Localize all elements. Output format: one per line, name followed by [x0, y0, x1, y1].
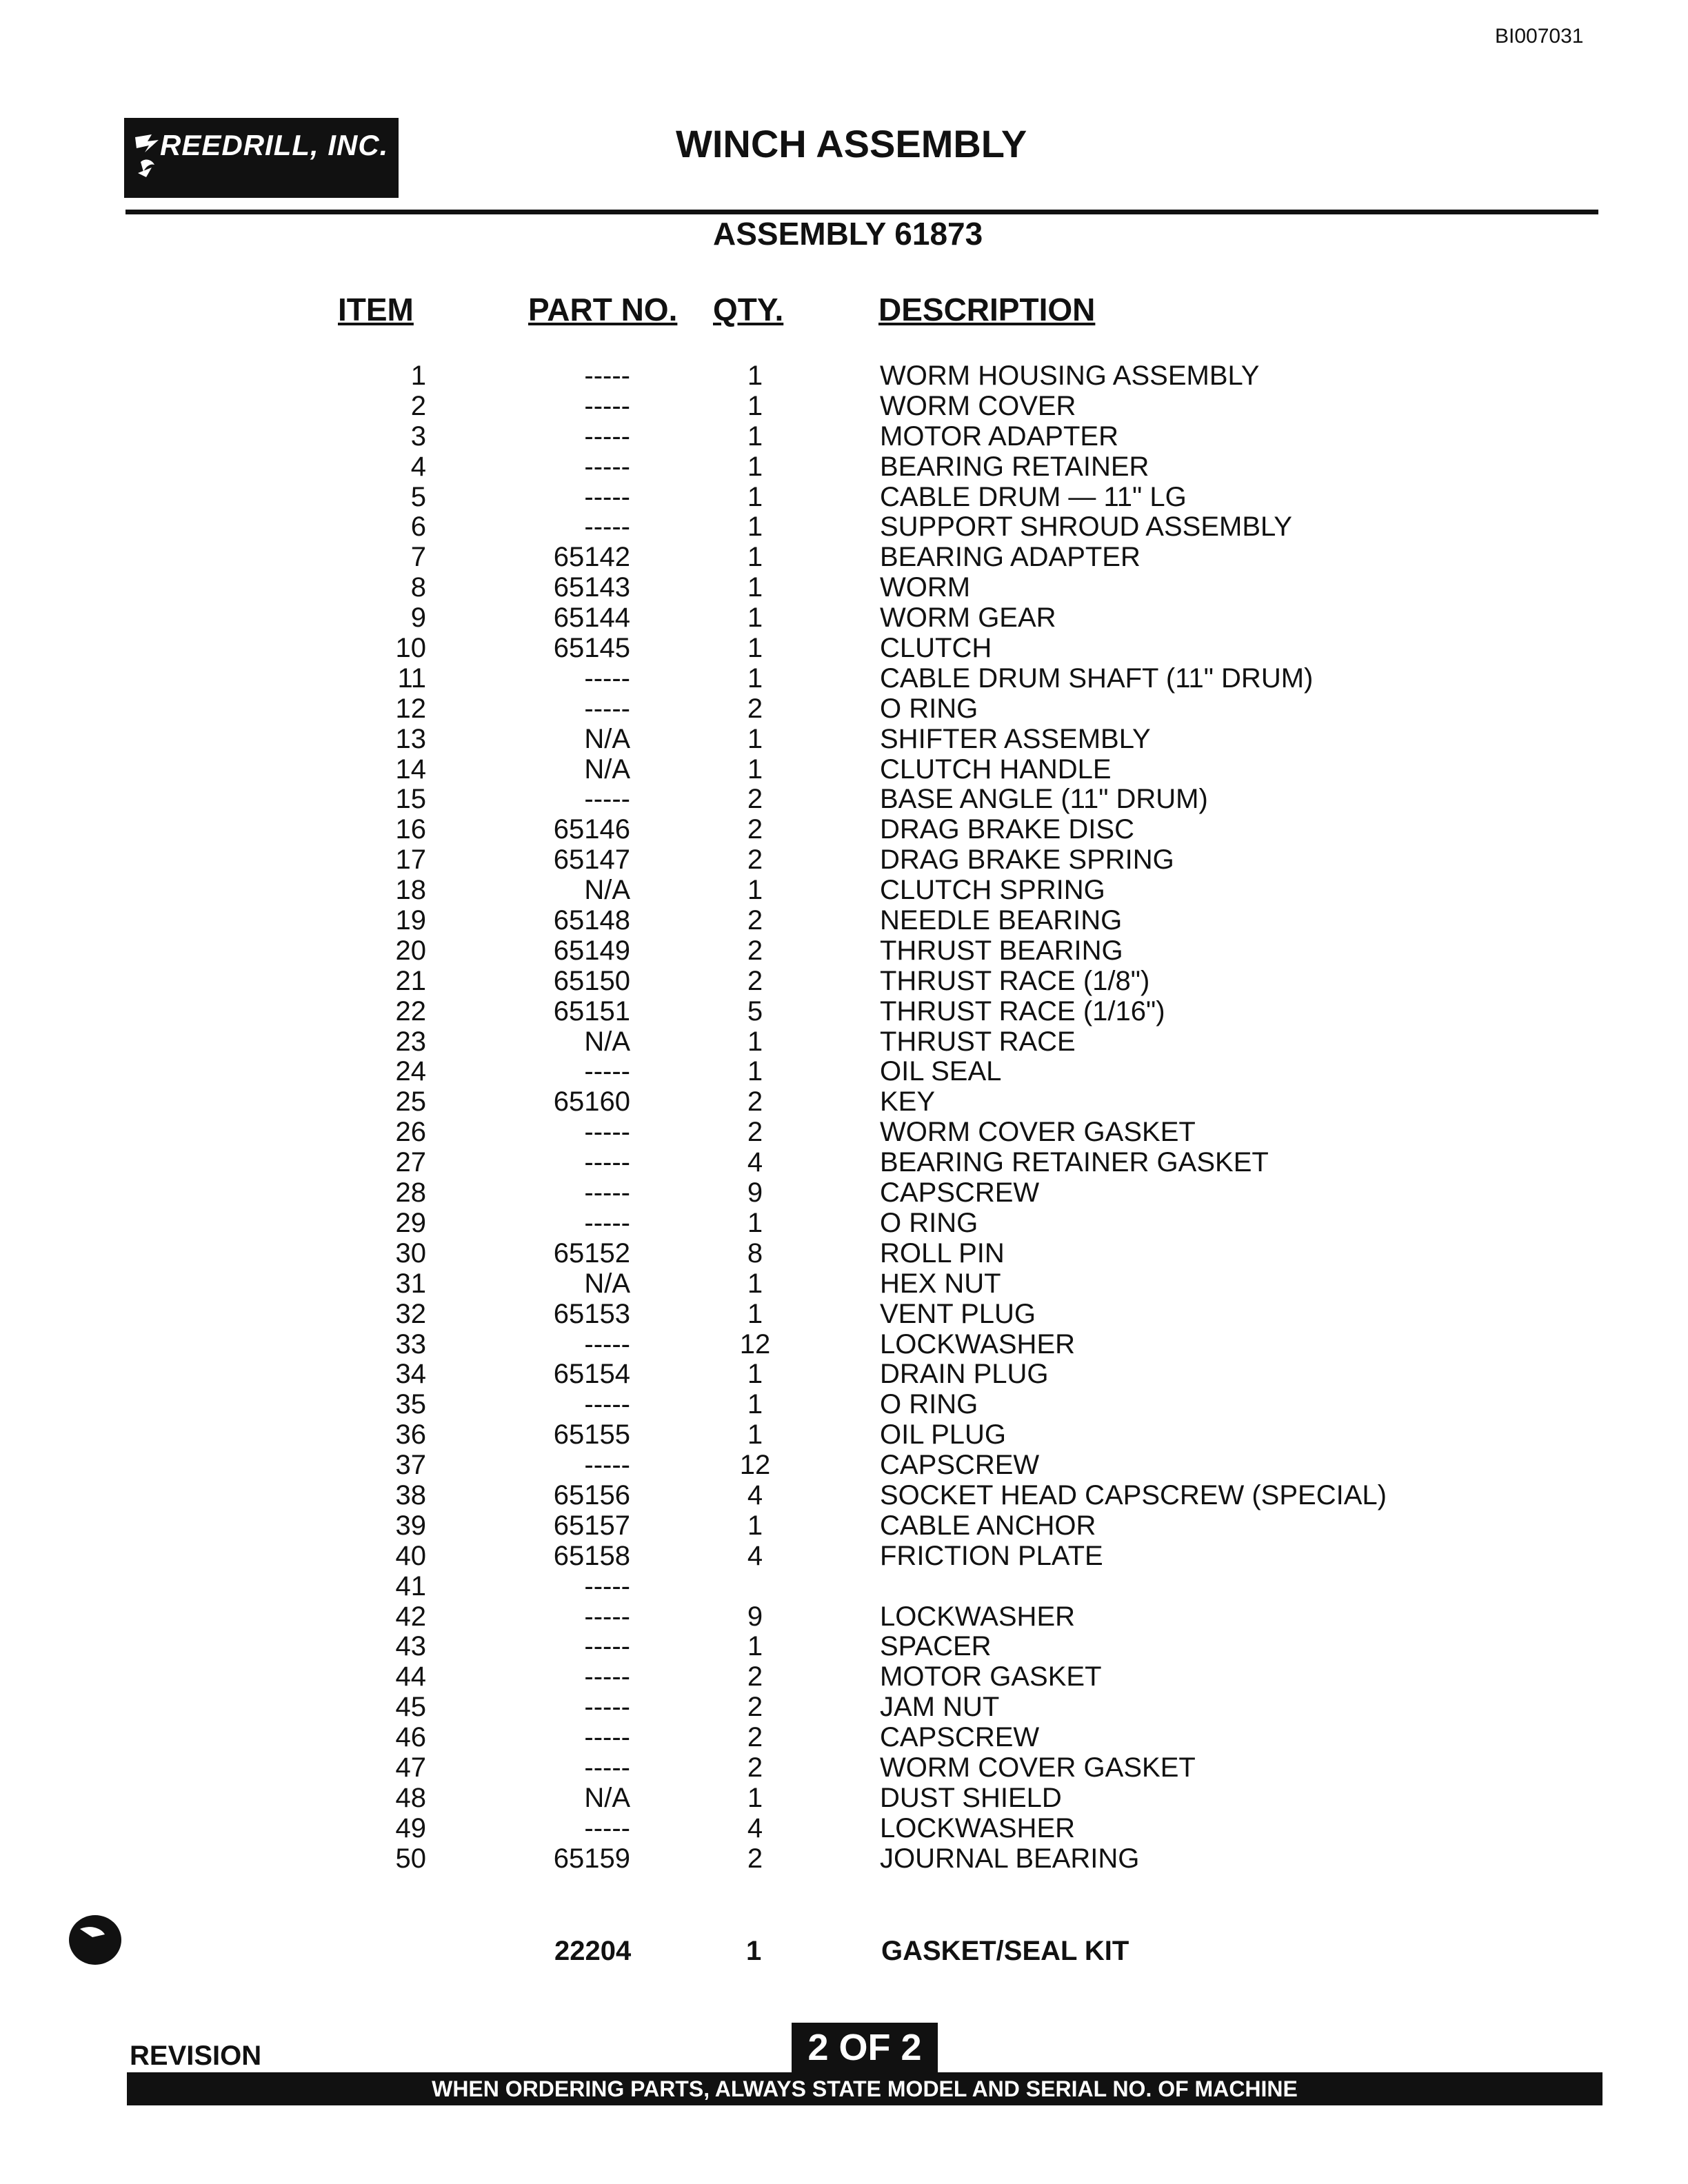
quantity: 2 [747, 905, 763, 936]
table-row [0, 1723, 1688, 1753]
quantity: 4 [747, 1812, 763, 1843]
quantity: 4 [747, 1479, 763, 1510]
table-row [0, 543, 1688, 573]
part-description: DUST SHIELD [880, 1782, 1062, 1813]
part-number: ----- [584, 1450, 630, 1481]
item-number: 48 [395, 1782, 426, 1813]
part-number: 65149 [553, 935, 630, 966]
company-name: REEDRILL, INC. [160, 129, 389, 161]
quantity: 1 [747, 421, 763, 452]
item-number: 25 [395, 1086, 426, 1118]
table-row [0, 422, 1688, 452]
part-number: 65153 [553, 1298, 630, 1329]
part-number: ----- [584, 1692, 630, 1723]
item-number: 8 [410, 572, 426, 603]
quantity: 1 [747, 875, 763, 906]
part-number: 65159 [553, 1843, 630, 1874]
part-description: O RING [880, 1389, 978, 1420]
quantity: 1 [747, 361, 763, 391]
table-row [0, 785, 1688, 815]
part-description: DRAIN PLUG [880, 1359, 1049, 1390]
part-number: ----- [584, 1722, 630, 1753]
part-description: SHIFTER ASSEMBLY [880, 723, 1151, 754]
part-description: O RING [880, 1207, 978, 1238]
table-row [0, 483, 1688, 513]
part-number: ----- [584, 1389, 630, 1420]
quantity: 8 [747, 1237, 763, 1268]
part-description: LOCKWASHER [880, 1812, 1076, 1843]
quantity: 2 [747, 693, 763, 724]
table-row [0, 936, 1688, 967]
item-number: 24 [395, 1056, 426, 1087]
table-row [0, 361, 1688, 392]
part-number: ----- [584, 784, 630, 815]
part-description: JOURNAL BEARING [880, 1843, 1140, 1874]
part-number: N/A [584, 1268, 630, 1299]
part-description: THRUST BEARING [880, 935, 1123, 966]
table-row [0, 1602, 1688, 1632]
part-number: 65142 [553, 542, 630, 573]
quantity: 4 [747, 1540, 763, 1571]
quantity: 2 [747, 784, 763, 815]
part-number: N/A [584, 754, 630, 785]
part-number: 65160 [553, 1086, 630, 1118]
quantity: 1 [747, 390, 763, 421]
table-row [0, 1148, 1688, 1178]
quantity: 2 [747, 1117, 763, 1148]
quantity: 2 [747, 814, 763, 845]
quantity: 9 [747, 1177, 763, 1209]
quantity: 2 [747, 1692, 763, 1723]
part-number: ----- [584, 481, 630, 512]
item-number: 20 [395, 935, 426, 966]
part-number: ----- [584, 1147, 630, 1178]
table-row [0, 1087, 1688, 1118]
table-row [0, 906, 1688, 936]
quantity: 4 [747, 1147, 763, 1178]
part-description: LOCKWASHER [880, 1328, 1076, 1359]
item-number: 11 [397, 663, 426, 694]
part-description: WORM HOUSING ASSEMBLY [880, 361, 1260, 391]
quantity: 2 [747, 1843, 763, 1874]
quantity: 1 [747, 1631, 763, 1662]
part-number: ----- [584, 1177, 630, 1209]
item-number: 19 [395, 905, 426, 936]
item-number: 12 [395, 693, 426, 724]
part-number: 65155 [553, 1419, 630, 1450]
item-number: 13 [395, 723, 426, 754]
quantity: 1 [747, 451, 763, 482]
table-row [0, 1662, 1688, 1692]
item-number: 5 [410, 481, 426, 512]
quantity: 1 [747, 572, 763, 603]
item-number: 21 [395, 965, 426, 996]
item-number: 29 [395, 1207, 426, 1238]
part-description: ROLL PIN [880, 1237, 1005, 1268]
part-number: ----- [584, 1117, 630, 1148]
item-number: 32 [395, 1298, 426, 1329]
part-description: WORM COVER GASKET [880, 1752, 1196, 1783]
item-number: 41 [395, 1570, 426, 1601]
part-description: CAPSCREW [880, 1450, 1040, 1481]
parts-list [0, 361, 1688, 1874]
table-row [0, 876, 1688, 906]
part-description: SUPPORT SHROUD ASSEMBLY [880, 512, 1292, 543]
quantity: 1 [747, 1056, 763, 1087]
part-description: WORM COVER [880, 390, 1076, 421]
table-row [0, 512, 1688, 543]
kit-part-no: 22204 [554, 1936, 632, 1966]
table-row [0, 1300, 1688, 1330]
part-description: FRICTION PLATE [880, 1540, 1103, 1571]
part-number: ----- [584, 1207, 630, 1238]
kit-qty: 1 [746, 1936, 762, 1966]
part-description: CAPSCREW [880, 1177, 1040, 1209]
part-number: 65156 [553, 1479, 630, 1510]
table-row [0, 755, 1688, 785]
part-number: 65143 [553, 572, 630, 603]
part-description: JAM NUT [880, 1692, 1000, 1723]
part-number: ----- [584, 1631, 630, 1662]
table-row [0, 1420, 1688, 1450]
table-row [0, 1178, 1688, 1209]
part-description: SPACER [880, 1631, 992, 1662]
part-number: ----- [584, 1328, 630, 1359]
quantity: 1 [747, 633, 763, 664]
item-number: 18 [395, 875, 426, 906]
quantity: 1 [747, 723, 763, 754]
part-description: O RING [880, 693, 978, 724]
part-description: WORM COVER GASKET [880, 1117, 1196, 1148]
item-number: 50 [395, 1843, 426, 1874]
item-number: 14 [395, 754, 426, 785]
item-number: 16 [395, 814, 426, 845]
item-number: 44 [395, 1661, 426, 1692]
item-number: 40 [395, 1540, 426, 1571]
quantity: 2 [747, 935, 763, 966]
item-number: 7 [410, 542, 426, 573]
quantity: 1 [747, 512, 763, 543]
table-row [0, 634, 1688, 664]
quantity: 9 [747, 1601, 763, 1632]
quantity: 2 [747, 1661, 763, 1692]
item-number: 49 [395, 1812, 426, 1843]
table-row [0, 1511, 1688, 1541]
item-number: 46 [395, 1722, 426, 1753]
part-number: ----- [584, 1570, 630, 1601]
part-description: DRAG BRAKE DISC [880, 814, 1134, 845]
part-number: ----- [584, 663, 630, 694]
part-number: N/A [584, 1026, 630, 1057]
item-number: 38 [395, 1479, 426, 1510]
part-description: MOTOR ADAPTER [880, 421, 1118, 452]
part-description: CLUTCH [880, 633, 992, 664]
quantity: 2 [747, 1722, 763, 1753]
table-row [0, 1330, 1688, 1360]
quantity: 1 [747, 663, 763, 694]
part-number: ----- [584, 1056, 630, 1087]
item-number: 4 [410, 451, 426, 482]
table-row [0, 1814, 1688, 1844]
part-number: N/A [584, 1782, 630, 1813]
company-logo [124, 118, 399, 198]
part-description: BEARING RETAINER GASKET [880, 1147, 1269, 1178]
revision-label: REVISION [130, 2041, 262, 2071]
item-number: 22 [395, 995, 426, 1027]
part-number: 65148 [553, 905, 630, 936]
quantity: 1 [747, 1298, 763, 1329]
table-row [0, 1239, 1688, 1269]
item-number: 34 [395, 1359, 426, 1390]
part-number: 65157 [553, 1510, 630, 1541]
part-number: 65146 [553, 814, 630, 845]
drill-bit-icon [131, 132, 164, 180]
column-header-part-no: PART NO. [528, 292, 678, 327]
document-id: BI007031 [1495, 25, 1584, 48]
part-description: DRAG BRAKE SPRING [880, 845, 1174, 876]
table-row [0, 1481, 1688, 1511]
part-description: OIL SEAL [880, 1056, 1002, 1087]
part-description: SOCKET HEAD CAPSCREW (SPECIAL) [880, 1479, 1387, 1510]
table-row [0, 845, 1688, 876]
item-number: 1 [410, 361, 426, 391]
part-description: CAPSCREW [880, 1722, 1040, 1753]
item-number: 35 [395, 1389, 426, 1420]
column-header-description: DESCRIPTION [878, 292, 1096, 327]
part-number: N/A [584, 875, 630, 906]
quantity: 1 [747, 603, 763, 634]
part-number: 65145 [553, 633, 630, 664]
table-row [0, 1541, 1688, 1572]
part-number: 65152 [553, 1237, 630, 1268]
table-row [0, 664, 1688, 694]
part-number: 65147 [553, 845, 630, 876]
header-rule [125, 210, 1598, 214]
part-description: WORM GEAR [880, 603, 1056, 634]
table-row [0, 1753, 1688, 1783]
table-row [0, 1572, 1688, 1602]
part-description: NEEDLE BEARING [880, 905, 1123, 936]
table-row [0, 1390, 1688, 1420]
part-number: N/A [584, 723, 630, 754]
item-number: 9 [410, 603, 426, 634]
item-number: 31 [395, 1268, 426, 1299]
page-title: WINCH ASSEMBLY [676, 122, 1027, 165]
part-description: WORM [880, 572, 971, 603]
table-row [0, 1027, 1688, 1058]
table-row [0, 967, 1688, 997]
item-number: 26 [395, 1117, 426, 1148]
table-row [0, 573, 1688, 603]
table-row [0, 1692, 1688, 1723]
part-number: ----- [584, 512, 630, 543]
part-number: ----- [584, 451, 630, 482]
part-number: 65154 [553, 1359, 630, 1390]
assembly-number: ASSEMBLY 61873 [713, 216, 983, 252]
part-number: 65144 [553, 603, 630, 634]
part-description: THRUST RACE (1/16") [880, 995, 1165, 1027]
page-number-badge: 2 OF 2 [792, 2023, 938, 2072]
part-number: ----- [584, 1812, 630, 1843]
part-number: ----- [584, 1661, 630, 1692]
part-description: BEARING RETAINER [880, 451, 1149, 482]
table-row [0, 1632, 1688, 1662]
quantity: 2 [747, 965, 763, 996]
part-description: THRUST RACE [880, 1026, 1076, 1057]
part-number: ----- [584, 1601, 630, 1632]
table-row [0, 1359, 1688, 1390]
item-number: 47 [395, 1752, 426, 1783]
part-number: ----- [584, 1752, 630, 1783]
item-number: 30 [395, 1237, 426, 1268]
item-number: 28 [395, 1177, 426, 1209]
part-description: BEARING ADAPTER [880, 542, 1141, 573]
part-number: 65151 [553, 995, 630, 1027]
quantity: 2 [747, 1086, 763, 1118]
table-row [0, 603, 1688, 634]
table-row [0, 815, 1688, 845]
part-description: BASE ANGLE (11" DRUM) [880, 784, 1208, 815]
part-description: MOTOR GASKET [880, 1661, 1102, 1692]
table-row [0, 392, 1688, 422]
item-number: 15 [395, 784, 426, 815]
quantity: 1 [747, 1419, 763, 1450]
item-number: 6 [410, 512, 426, 543]
part-number: ----- [584, 421, 630, 452]
quantity: 1 [747, 542, 763, 573]
item-number: 33 [395, 1328, 426, 1359]
part-description: KEY [880, 1086, 936, 1118]
table-row [0, 1269, 1688, 1300]
quantity: 1 [747, 1207, 763, 1238]
item-number: 45 [395, 1692, 426, 1723]
quantity: 12 [739, 1450, 771, 1481]
table-row [0, 1209, 1688, 1239]
quantity: 1 [747, 1268, 763, 1299]
part-description: CLUTCH HANDLE [880, 754, 1112, 785]
page-marker-bullet [59, 1910, 125, 1968]
part-description: CLUTCH SPRING [880, 875, 1105, 906]
table-row [0, 694, 1688, 725]
quantity: 5 [747, 995, 763, 1027]
item-number: 3 [410, 421, 426, 452]
quantity: 1 [747, 1389, 763, 1420]
ordering-notice: WHEN ORDERING PARTS, ALWAYS STATE MODEL AND SERIAL NO. OF MACHINE [127, 2072, 1602, 2105]
kit-description: GASKET/SEAL KIT [881, 1936, 1129, 1966]
part-description: VENT PLUG [880, 1298, 1036, 1329]
table-row [0, 1057, 1688, 1087]
table-row [0, 1844, 1688, 1874]
column-header-qty: QTY. [713, 292, 784, 327]
quantity: 2 [747, 845, 763, 876]
quantity: 1 [747, 754, 763, 785]
item-number: 37 [395, 1450, 426, 1481]
part-description: CABLE ANCHOR [880, 1510, 1096, 1541]
quantity: 1 [747, 1782, 763, 1813]
item-number: 23 [395, 1026, 426, 1057]
part-description: LOCKWASHER [880, 1601, 1076, 1632]
table-row [0, 997, 1688, 1027]
item-number: 10 [395, 633, 426, 664]
table-row [0, 452, 1688, 483]
table-row [0, 1118, 1688, 1148]
quantity: 1 [747, 1510, 763, 1541]
part-description: OIL PLUG [880, 1419, 1007, 1450]
item-number: 43 [395, 1631, 426, 1662]
column-header-item: ITEM [338, 292, 414, 327]
item-number: 39 [395, 1510, 426, 1541]
part-number: 65158 [553, 1540, 630, 1571]
table-row [0, 1783, 1688, 1814]
quantity: 12 [739, 1328, 771, 1359]
part-description: THRUST RACE (1/8") [880, 965, 1150, 996]
table-row [0, 725, 1688, 755]
item-number: 2 [410, 390, 426, 421]
part-number: ----- [584, 693, 630, 724]
item-number: 27 [395, 1147, 426, 1178]
part-description: HEX NUT [880, 1268, 1001, 1299]
table-row [0, 1450, 1688, 1481]
part-number: ----- [584, 390, 630, 421]
item-number: 17 [395, 845, 426, 876]
part-number: ----- [584, 361, 630, 391]
item-number: 42 [395, 1601, 426, 1632]
part-description: CABLE DRUM SHAFT (11" DRUM) [880, 663, 1314, 694]
quantity: 1 [747, 481, 763, 512]
part-description: CABLE DRUM — 11" LG [880, 481, 1187, 512]
quantity: 2 [747, 1752, 763, 1783]
quantity: 1 [747, 1359, 763, 1390]
part-number: 65150 [553, 965, 630, 996]
item-number: 36 [395, 1419, 426, 1450]
quantity: 1 [747, 1026, 763, 1057]
